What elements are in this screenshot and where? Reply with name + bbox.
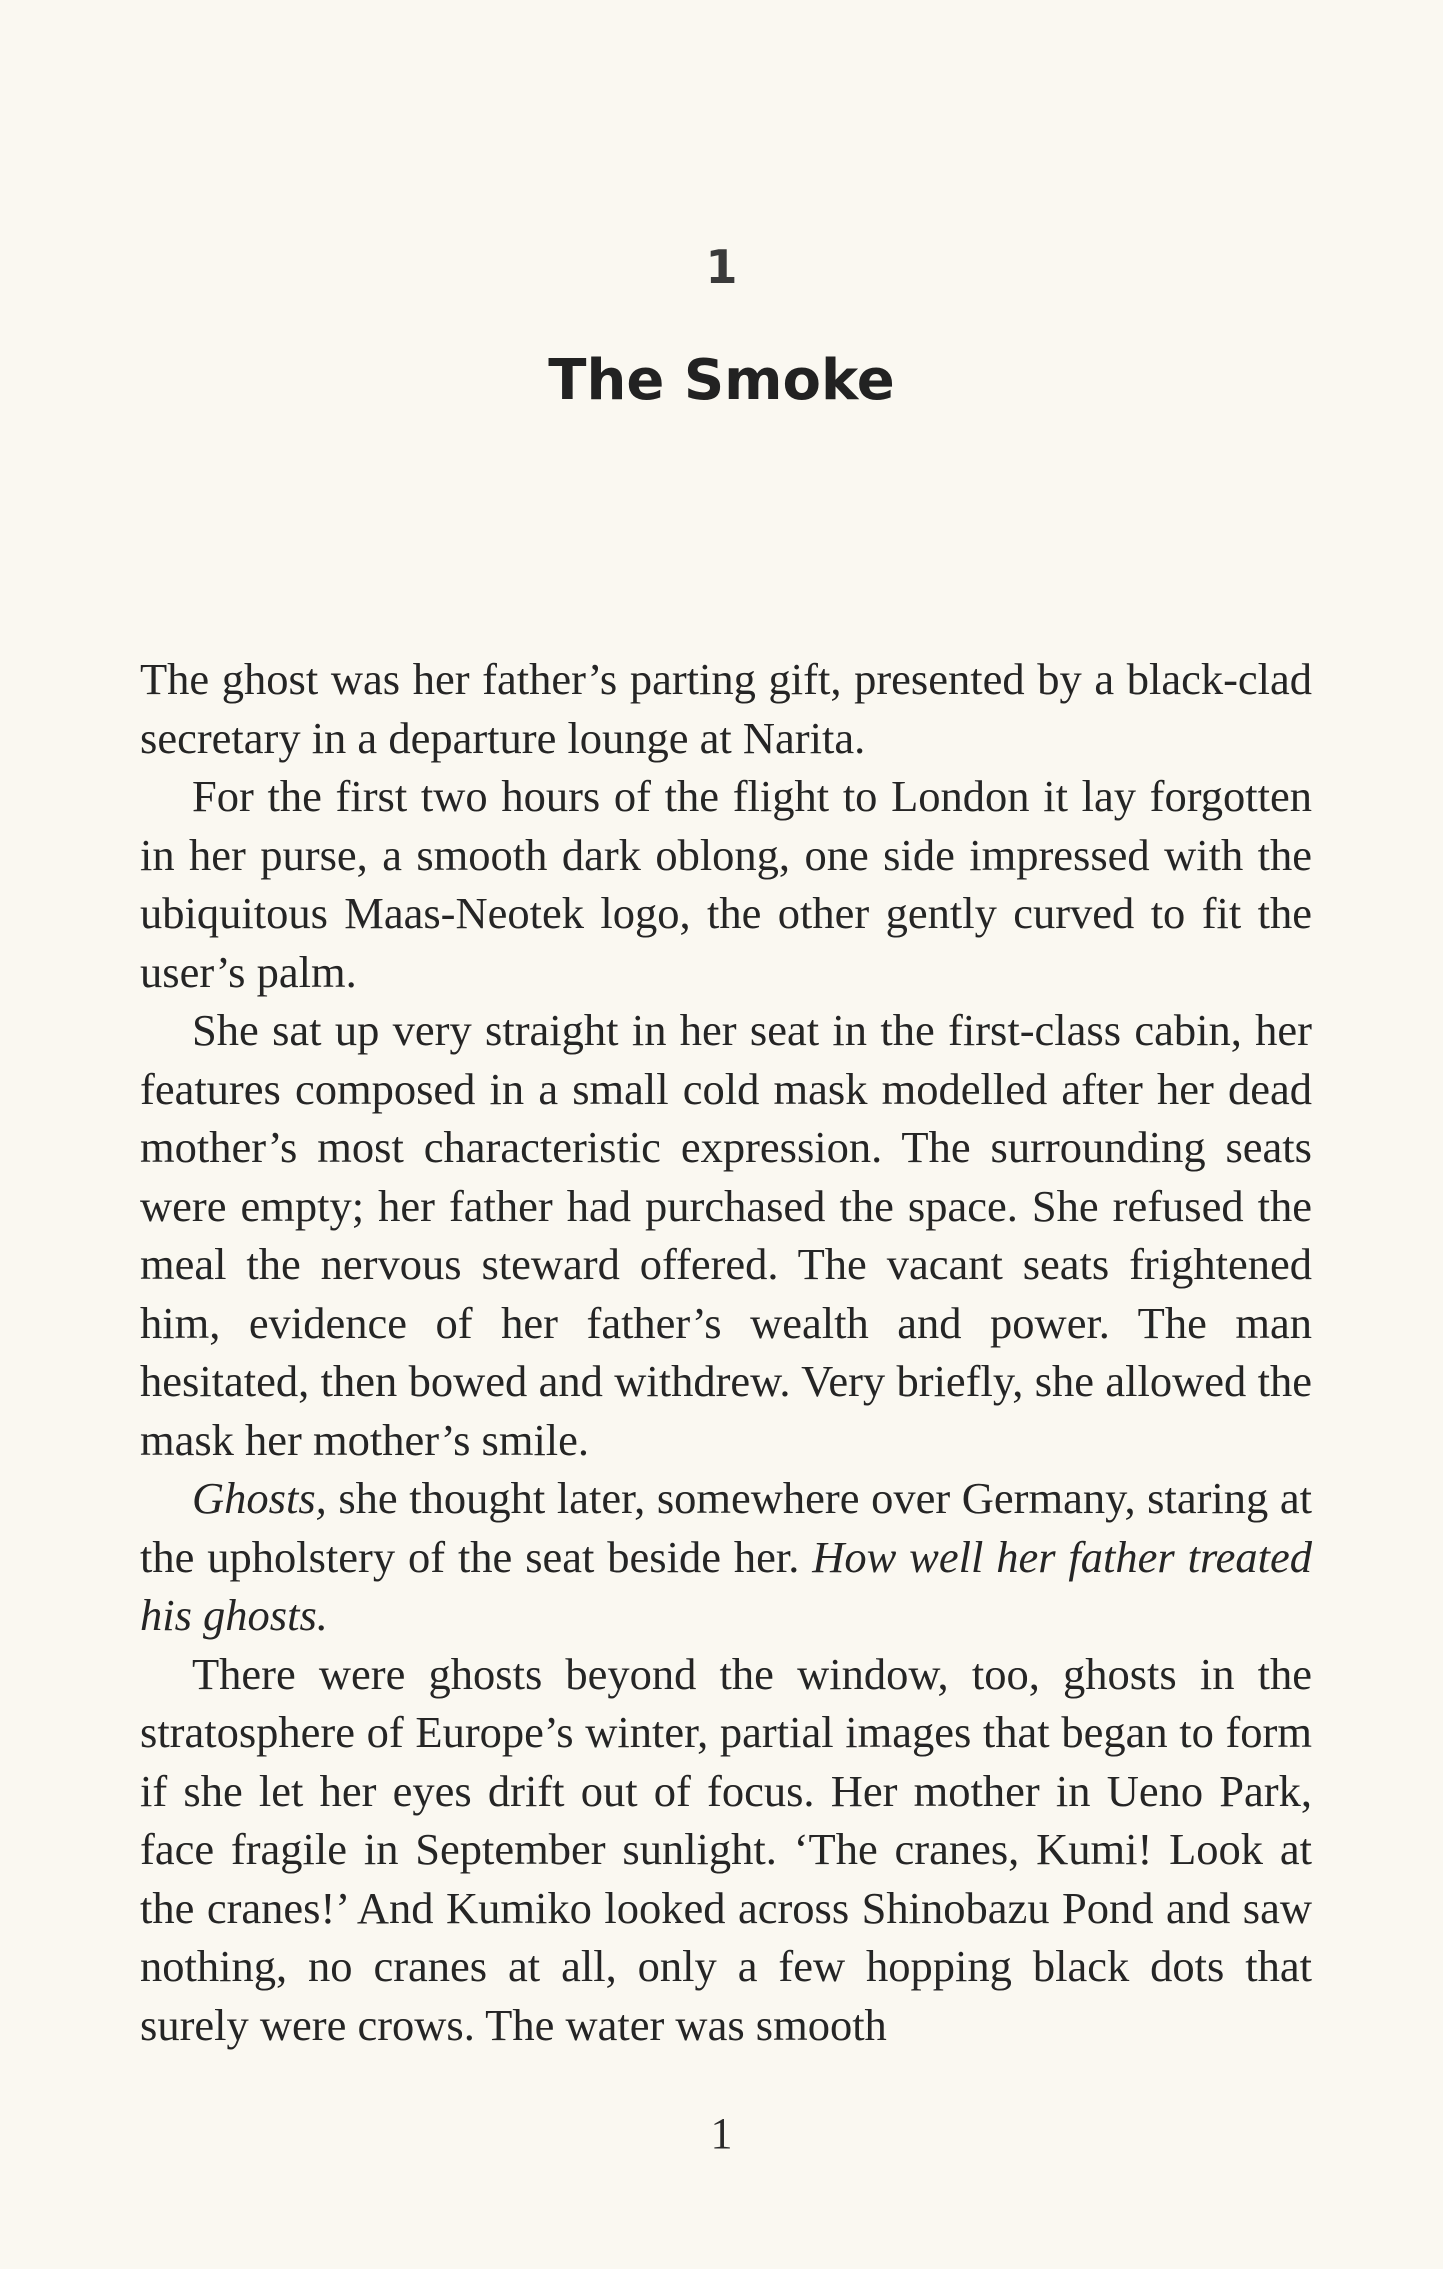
text-span: She sat up very straight in her seat in the first-class cabin, her features composed in a small cold mask modelled after her dead mother’s most characteristic expression. The surrounding seats were empty; her father had purchased the space. She refused the meal the nervous steward offered. The vacant seats frightened him, evidence of her father’s wealth and power. The man hesitated, then bowed and withdrew. Very briefly, she allowed the mask her mother’s smile. <box>140 1005 1312 1465</box>
italic-text: How well her father treated his ghosts. <box>140 1531 1312 1640</box>
page-number: 1 <box>710 2109 733 2158</box>
text-span: The ghost was her father’s parting gift, presented by a black-clad secretary in a departure lounge at Narita. <box>140 654 1312 763</box>
chapter-body <box>140 650 1312 2054</box>
paragraph <box>140 1645 1312 2055</box>
text-span: For the first two hours of the flight to London it lay forgotten in her purse, a smooth dark oblong, one side impressed with the ubiquitous Maas-Neotek logo, the other gently curved to fit the user’s palm. <box>140 771 1312 997</box>
chapter-title: The Smoke <box>548 348 895 413</box>
italic-text: Ghosts, <box>192 1473 327 1523</box>
chapter-number: 1 <box>705 240 738 294</box>
paragraph <box>140 1001 1312 1469</box>
paragraph <box>140 1469 1312 1645</box>
paragraph <box>140 767 1312 1001</box>
paragraph <box>140 650 1312 767</box>
text-span: she thought later, somewhere over Germany, staring at the upholstery of the seat beside her. <box>140 1473 1312 1582</box>
text-span: There were ghosts beyond the window, too, ghosts in the stratosphere of Europe’s winter, partial images that began to form if she let her eyes drift out of focus. Her mother in Ueno Park, face fragile in September sunlight. ‘The cranes, Kumi! Look at the cranes!’ And Kumiko looked across Shinobazu Pond and saw nothing, no cranes at all, only a few hopping black dots that surely were crows. The water was smooth <box>140 1648 1312 2050</box>
